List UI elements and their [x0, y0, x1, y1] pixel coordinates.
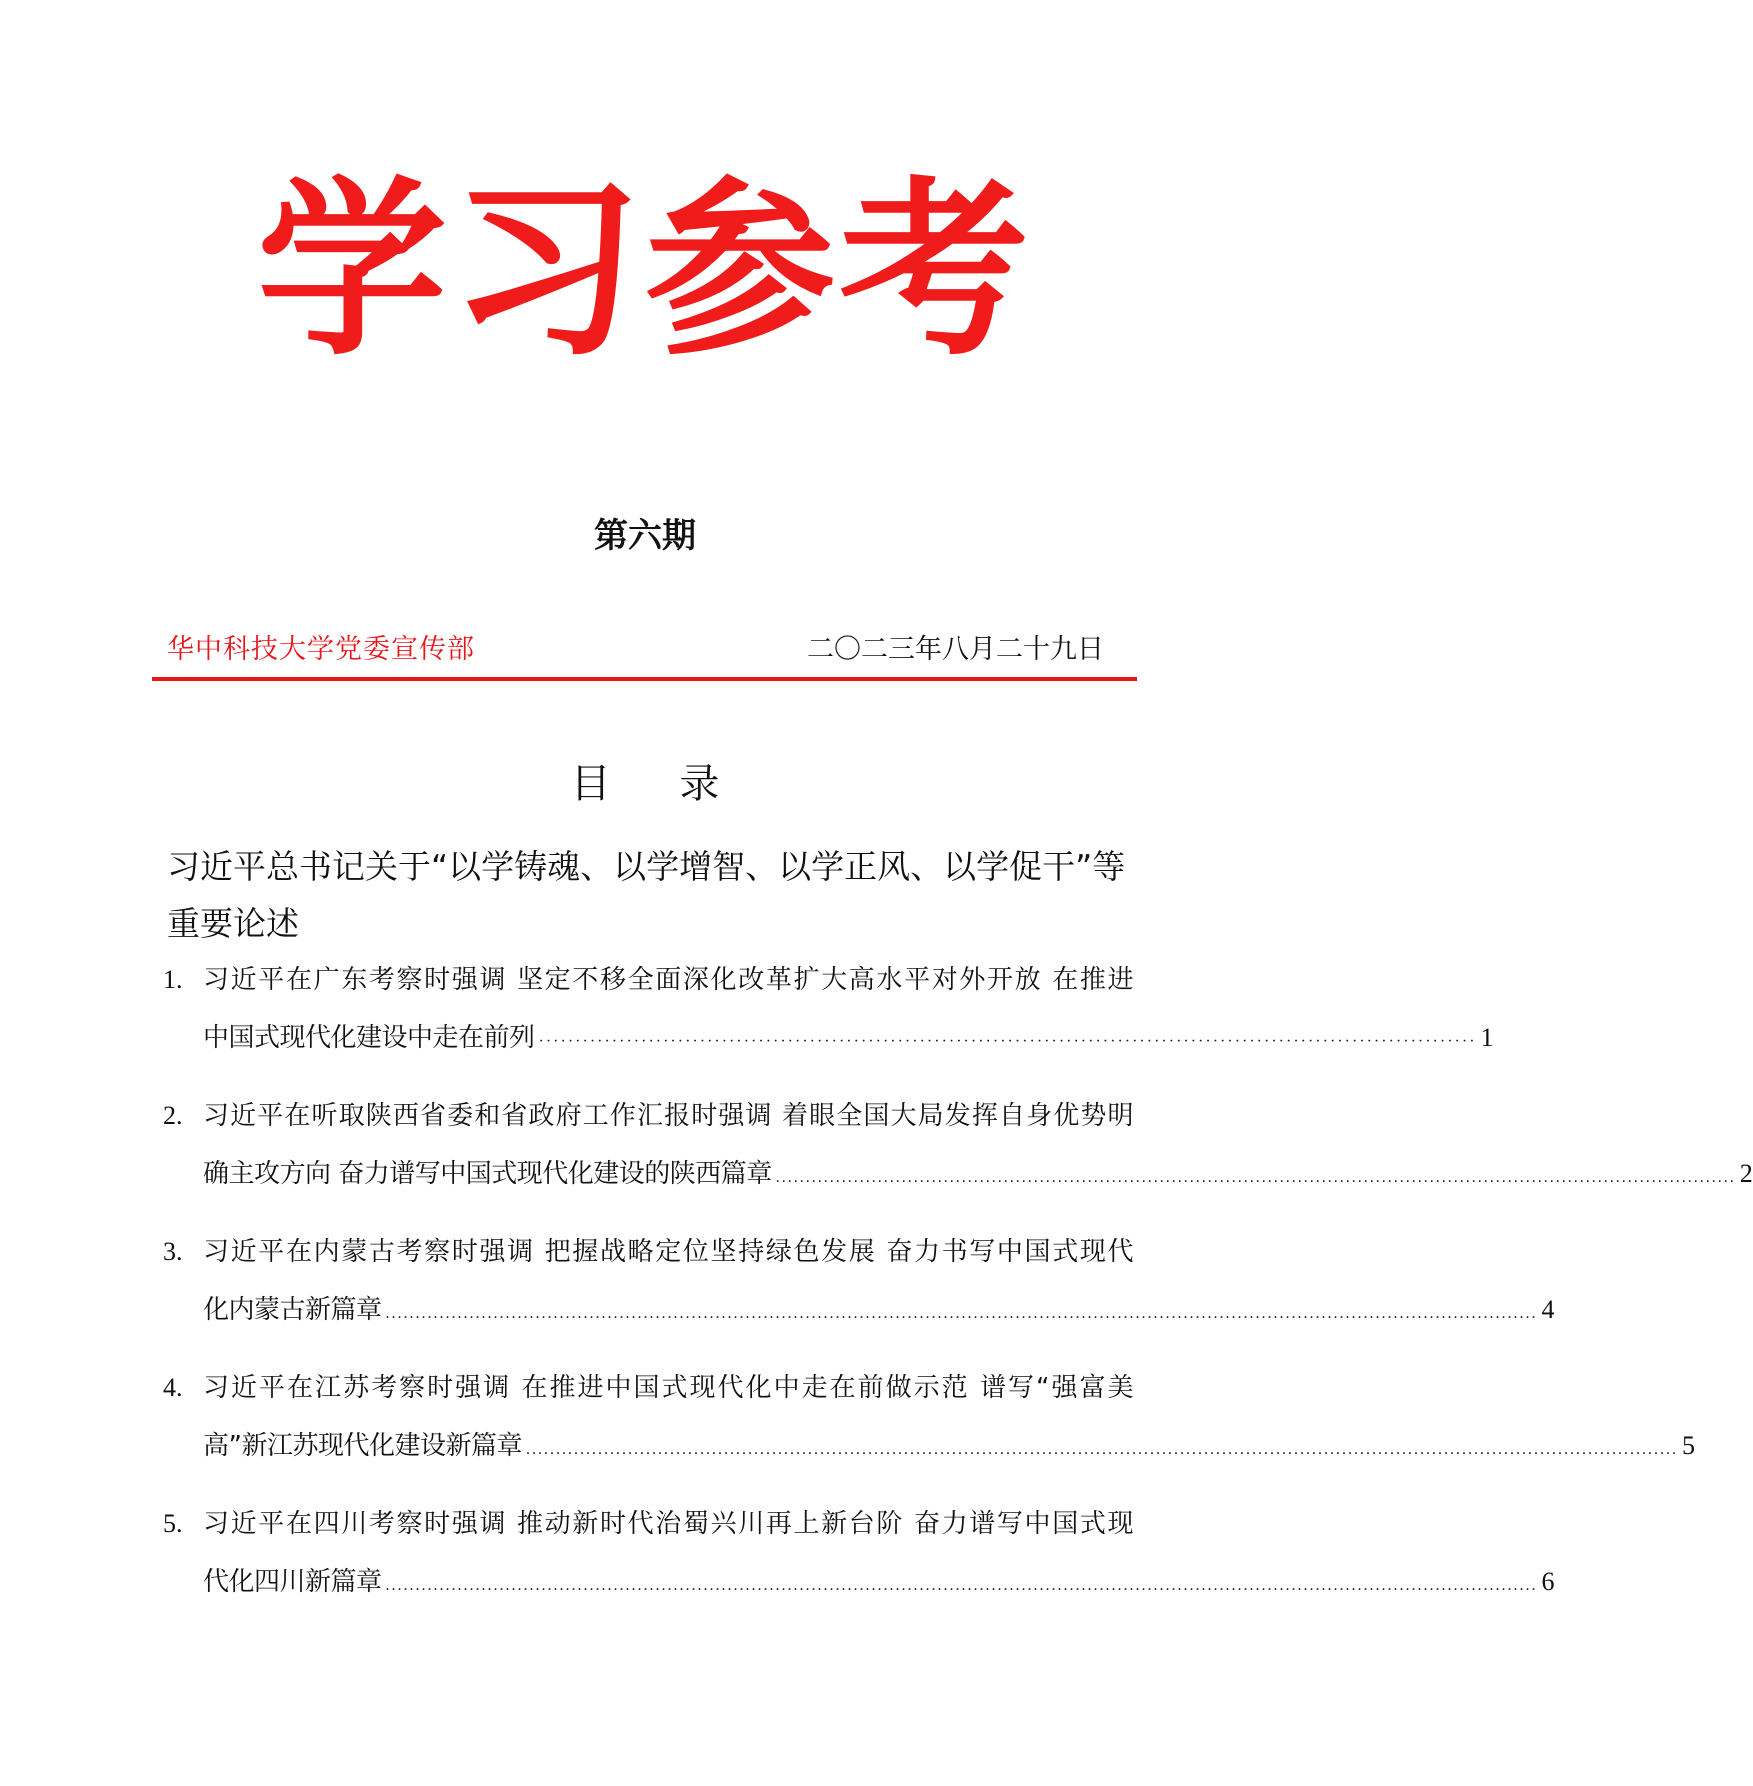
toc-item-title: 习近平在听取陕西省委和省政府工作汇报时强调 着眼全国大局发挥自身优势明 — [203, 1101, 1134, 1131]
toc-item-page: 4 — [1541, 1295, 1555, 1324]
toc-item-title: 习近平在四川考察时强调 推动新时代治蜀兴川再上新台阶 奋力谱写中国式现 — [203, 1509, 1133, 1539]
toc-item-continuation — [203, 1154, 1753, 1198]
toc-item-title: 习近平在内蒙古考察时强调 把握战略定位坚持绿色发展 奋力书写中国式现代 — [203, 1237, 1133, 1267]
dot-leader: ································································································································ — [538, 1033, 1477, 1050]
toc-item-title: 习近平在江苏考察时强调 在推进中国式现代化中走在前做示范 谱写“强富美 — [203, 1373, 1133, 1403]
toc-item-number: 1. — [163, 965, 183, 994]
toc-title: 目 录 — [570, 761, 748, 807]
toc-item-title-continued: 化内蒙古新篇章 — [203, 1295, 382, 1325]
toc-item-page: 1 — [1480, 1023, 1494, 1052]
toc-item-number: 4. — [163, 1373, 183, 1402]
toc-item-title-continued: 确主攻方向 奋力谱写中国式现代化建设的陕西篇章 — [203, 1159, 772, 1189]
toc-item-title-continued: 中国式现代化建设中走在前列 — [203, 1023, 535, 1053]
toc-item-continuation — [203, 1562, 1555, 1606]
toc-item-number: 5. — [163, 1509, 183, 1538]
dot-leader: ................................................................................................................................................................................................ — [385, 1577, 1538, 1594]
publish-date: 二〇二三年八月二十九日 — [807, 634, 1104, 665]
toc-item-continuation — [203, 1290, 1555, 1334]
header-divider — [152, 677, 1137, 681]
toc-item-number: 3. — [163, 1237, 183, 1266]
publisher: 华中科技大学党委宣传部 — [167, 634, 475, 665]
section-heading: 习近平总书记关于“以学铸魂、以学增智、以学正风、以学促干”等重要论述 — [167, 847, 1126, 943]
toc-item-continuation — [203, 1018, 1494, 1062]
toc-item-number: 2. — [163, 1101, 183, 1130]
toc-item-page: 5 — [1681, 1431, 1695, 1460]
toc-item-title: 习近平在广东考察时强调 坚定不移全面深化改革扩大高水平对外开放 在推进 — [203, 965, 1133, 995]
toc-item-page: 2 — [1739, 1159, 1753, 1188]
toc-item-title-continued: 代化四川新篇章 — [203, 1567, 382, 1597]
toc-item-title-continued: 高”新江苏现代化建设新篇章 — [203, 1431, 522, 1461]
dot-leader: ................................................................................................................................................................ — [775, 1169, 1736, 1186]
masthead-title: 学习参考 — [256, 158, 1033, 381]
toc-item-continuation — [203, 1426, 1695, 1470]
issue-number: 第六期 — [594, 516, 696, 556]
dot-leader: ................................................................................................................................................................................................ — [385, 1305, 1538, 1322]
toc-item-page: 6 — [1541, 1567, 1555, 1596]
dot-leader: ................................................................................................................................................................................................ — [525, 1441, 1678, 1458]
